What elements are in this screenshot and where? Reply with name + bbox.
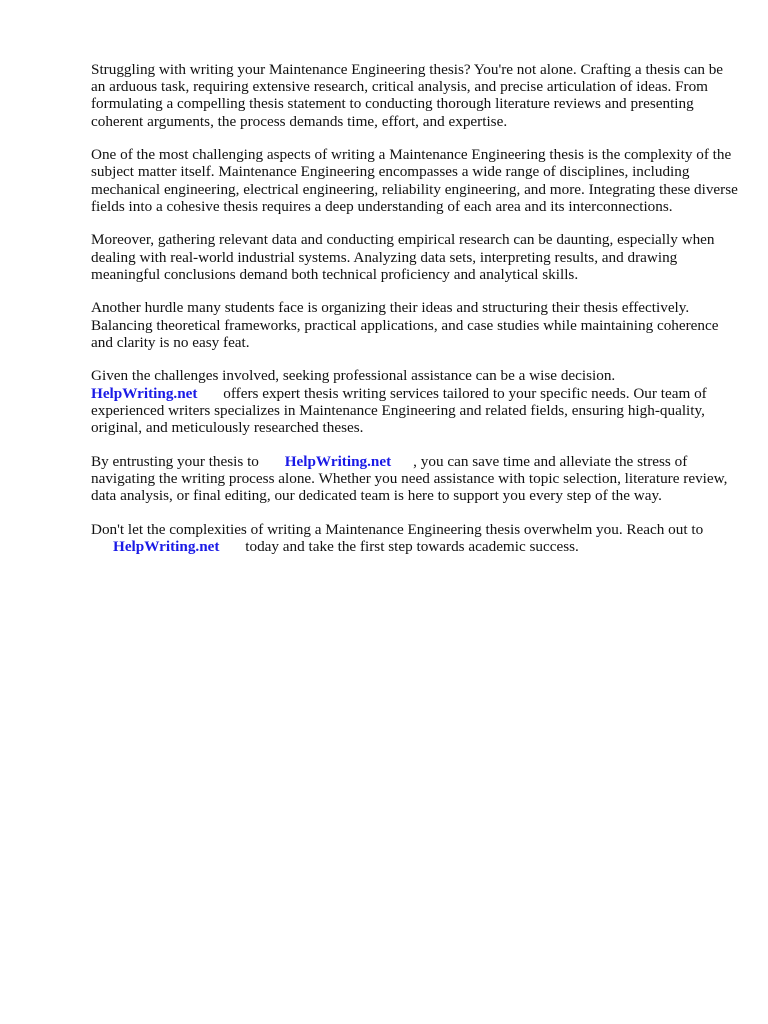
paragraph-text: offers expert thesis writing services tailored to your specific needs. Our team of experienced writers specializes in Maintenance Engineering and related fields, ensuring high-quality, original, and meticulously researched theses.: [91, 384, 707, 437]
paragraph-text: today and take the first step towards academic success.: [241, 537, 579, 555]
body-paragraph: [91, 146, 741, 215]
body-paragraph: [91, 61, 741, 130]
body-paragraph: [91, 231, 741, 283]
paragraph-text: Given the challenges involved, seeking professional assistance can be a wise decision.: [91, 367, 616, 385]
body-paragraph: [91, 367, 741, 436]
paragraph-text: Struggling with writing your Maintenance Engineering thesis? You're not alone. Crafting a thesis can be an arduous task, requiring extensive research, critical analysis, and precise articulation of ideas. From formulating a compelling thesis statement to conducting thorough literature reviews and presenting coherent arguments, the process demands time, effort, and expertise.: [91, 61, 724, 130]
body-paragraph: [91, 521, 741, 555]
helpwriting-link[interactable]: HelpWriting.net: [91, 384, 198, 402]
paragraph-text: One of the most challenging aspects of writing a Maintenance Engineering thesis is the complexity of the subject matter itself. Maintenance Engineering encompasses a wide range of disciplines, including mechanical engineering, electrical engineering, reliability engineering, and more. Integrating these diverse fields into a cohesive thesis requires a deep understanding of each area and its interconnections.: [91, 146, 738, 215]
paragraph-text: Moreover, gathering relevant data and conducting empirical research can be daunting, especially when dealing with real-world industrial systems. Analyzing data sets, interpreting results, and drawing meaningful conclusions demand both technical proficiency and analytical skills.: [91, 231, 715, 283]
body-paragraph: [91, 453, 741, 505]
paragraph-text: Another hurdle many students face is organizing their ideas and structuring their thesis effectively. Balancing theoretical frameworks, practical applications, and case studies while maintaining coherence and clarity is no easy feat.: [91, 299, 719, 351]
helpwriting-link[interactable]: HelpWriting.net: [113, 537, 220, 555]
helpwriting-link[interactable]: HelpWriting.net: [284, 452, 392, 470]
paragraph-text: , you can save time and alleviate the stress of navigating the writing process alone. Whether you need assistance with topic selection, literature review, data analysis, or final editing, our dedicated team is here to support you every step of the way.: [91, 452, 728, 505]
paragraph-text: Don't let the complexities of writing a Maintenance Engineering thesis overwhelm you. Reach out to: [91, 520, 704, 538]
document-page: [91, 61, 741, 571]
body-paragraph: [91, 299, 741, 351]
paragraph-text: By entrusting your thesis to: [91, 452, 263, 470]
